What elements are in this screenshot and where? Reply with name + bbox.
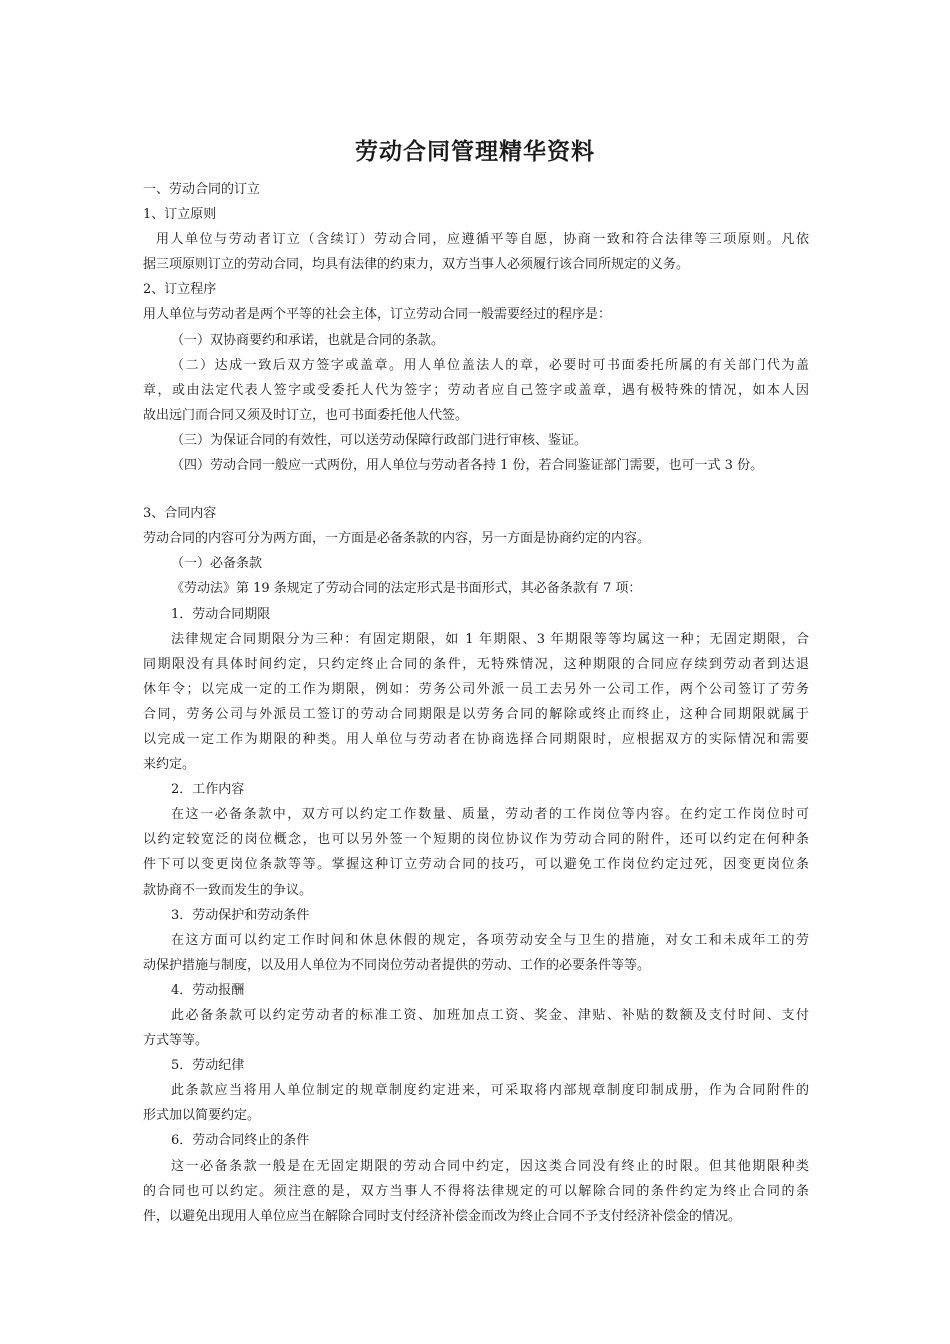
clause-heading: 1．劳动合同期限 xyxy=(171,606,271,622)
paragraph-line: 以完成一定工作为期限的种类。用人单位与劳动者在协商选择合同期限时，应根据双方的实际情况和需要 xyxy=(143,731,809,747)
subsection-heading: 2、订立程序 xyxy=(143,282,217,298)
paragraph-line: 合同，劳务公司与外派员工签订的劳动合同期限是以劳务合同的解除或终止而终止，这种合同期限就属于 xyxy=(143,706,809,722)
paragraph-line: 用人单位与劳动者订立（含续订）劳动合同，应遵循平等自愿，协商一致和符合法律等三项原则。凡依 xyxy=(156,232,809,248)
list-item: （一）必备条款 xyxy=(171,556,263,572)
clause-heading: 6．劳动合同终止的条件 xyxy=(171,1133,310,1149)
paragraph-line: 这一必备条款一般是在无固定期限的劳动合同中约定，因这类合同没有终止的时限。但其他期限种类 xyxy=(171,1158,809,1174)
clause-heading: 2．工作内容 xyxy=(171,782,245,798)
paragraph-line: 据三项原则订立的劳动合同，均具有法律的约束力，双方当事人必须履行该合同所规定的义务。 xyxy=(143,257,690,273)
list-item: （三）为保证合同的有效性，可以送劳动保障行政部门进行审核、鉴证。 xyxy=(171,432,588,448)
paragraph-line: 方式等等。 xyxy=(143,1033,209,1049)
paragraph-line: 的合同也可以约定。须注意的是，双方当事人不得将法律规定的可以解除合同的条件约定为终止合同的条 xyxy=(143,1183,809,1199)
clause-heading: 3．劳动保护和劳动条件 xyxy=(171,907,310,923)
clause-heading: 5．劳动纪律 xyxy=(171,1058,245,1074)
paragraph-line: 在这一必备条款中，双方可以约定工作数量、质量，劳动者的工作岗位等内容。在约定工作岗位时可 xyxy=(171,807,809,823)
paragraph-line: 在这方面可以约定工作时间和休息休假的规定，各项劳动安全与卫生的措施，对女工和未成年工的劳 xyxy=(171,932,809,948)
section-heading: 一、劳动合同的订立 xyxy=(143,182,261,197)
document-title: 劳动合同管理精华资料 xyxy=(355,139,595,165)
paragraph-line: 故出远门而合同又须及时订立，也可书面委托他人代签。 xyxy=(143,407,469,423)
paragraph-line: 来约定。 xyxy=(143,757,196,773)
paragraph-line: 章，或由法定代表人签字或受委托人代为签字；劳动者应自己签字或盖章，遇有极特殊的情况，如本人因 xyxy=(143,382,809,398)
paragraph-line: 同期限没有具体时间约定，只约定终止合同的条件，无特殊情况，这种期限的合同应存续到劳动者到达退 xyxy=(143,656,809,672)
document-body xyxy=(143,177,809,1229)
list-item: （一）双协商要约和承诺，也就是合同的条款。 xyxy=(171,332,445,348)
paragraph-line: 动保护措施与制度，以及用人单位为不同岗位劳动者提供的劳动、工作的必要条件等等。 xyxy=(143,957,651,973)
paragraph-line: 以约定较宽泛的岗位概念，也可以另外签一个短期的岗位协议作为劳动合同的附件，还可以约定在何种条 xyxy=(143,832,809,848)
subsection-heading: 1、订立原则 xyxy=(143,207,217,223)
paragraph-line: 用人单位与劳动者是两个平等的社会主体，订立劳动合同一般需要经过的程序是： xyxy=(143,307,612,323)
spacer xyxy=(143,478,809,501)
list-item: （四）劳动合同一般应一式两份，用人单位与劳动者各持 1 份，若合同鉴证部门需要，也可一式 3 份。 xyxy=(171,458,764,474)
paragraph-line: 款协商不一致而发生的争议。 xyxy=(143,882,313,898)
clause-heading: 4．劳动报酬 xyxy=(171,982,245,998)
paragraph-line: 法律规定合同期限分为三种：有固定期限，如 1 年期限、3 年期限等等均属这一种；无固定期限，合 xyxy=(171,631,809,647)
paragraph-line: 件下可以变更岗位条款等等。掌握这种订立劳动合同的技巧，可以避免工作岗位约定过死，因变更岗位条 xyxy=(143,857,809,873)
list-item: （二）达成一致后双方签字或盖章。用人单位盖法人的章，必要时可书面委托所属的有关部门代为盖 xyxy=(171,357,809,373)
paragraph-line: 此必备条款可以约定劳动者的标准工资、加班加点工资、奖金、津贴、补贴的数额及支付时间、支付 xyxy=(171,1008,809,1023)
paragraph-line: 休年令；以完成一定的工作为期限，例如：劳务公司外派一员工去另外一公司工作，两个公司签订了劳务 xyxy=(143,681,809,697)
paragraph-line: 此条款应当将用人单位制定的规章制度约定进来，可采取将内部规章制度印制成册，作为合同附件的 xyxy=(171,1083,809,1099)
paragraph-line: 《劳动法》第 19 条规定了劳动合同的法定形式是书面形式，其必备条款有 7 项： xyxy=(171,581,642,597)
paragraph-line: 形式加以简要约定。 xyxy=(143,1108,261,1124)
subsection-heading: 3、合同内容 xyxy=(143,506,217,522)
paragraph-line: 件，以避免出现用人单位应当在解除合同时支付经济补偿金而改为终止合同不予支付经济补偿金的情况。 xyxy=(143,1208,742,1224)
paragraph-line: 劳动合同的内容可分为两方面，一方面是必备条款的内容，另一方面是协商约定的内容。 xyxy=(143,531,651,547)
